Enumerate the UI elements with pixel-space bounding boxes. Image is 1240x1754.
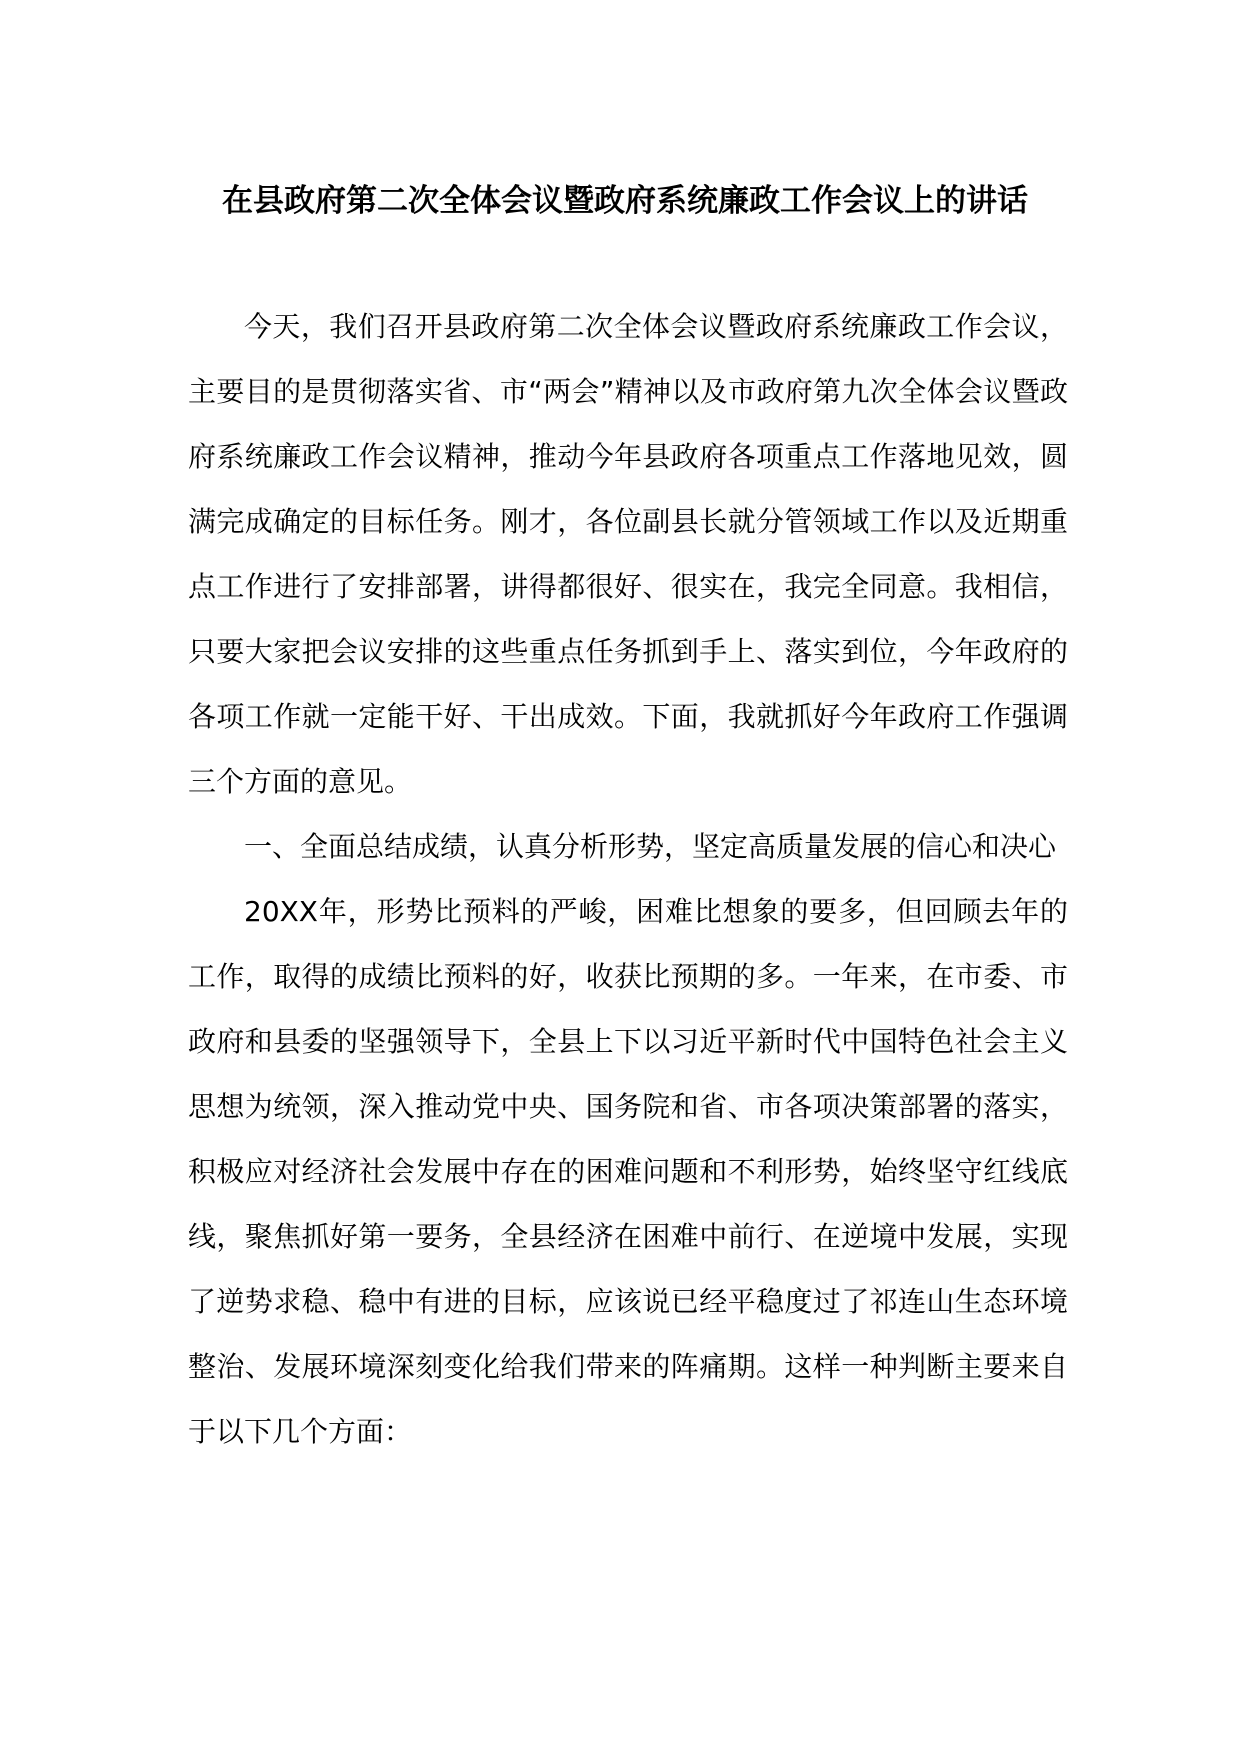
section-heading-1: 一、全面总结成绩，认真分析形势，坚定高质量发展的信心和决心 <box>244 830 1057 863</box>
document-body <box>188 294 1068 1464</box>
document-title: 在县政府第二次全体会议暨政府系统廉政工作会议上的讲话 <box>222 183 1028 219</box>
paragraph-review: 20XX年，形势比预料的严峻，困难比想象的要多，但回顾去年的工作，取得的成绩比预料的好，收获比预期的多。一年来，在市委、市政府和县委的坚强领导下，全县上下以习近平新时代中国特色社会主义思想为统领，深入推动党中央、国务院和省、市各项决策部署的落实，积极应对经济社会发展中存在的困难问题和不利形势，始终坚守红线底线，聚焦抓好第一要务，全县经济在困难中前行、在逆境中发展，实现了逆势求稳、稳中有进的目标，应该说已经平稳度过了祁连山生态环境整治、发展环境深刻变化给我们带来的阵痛期。这样一种判断主要来自于以下几个方面： <box>188 895 1068 1448</box>
paragraph-intro: 今天，我们召开县政府第二次全体会议暨政府系统廉政工作会议，主要目的是贯彻落实省、市“两会”精神以及市政府第九次全体会议暨政府系统廉政工作会议精神，推动今年县政府各项重点工作落地见效，圆满完成确定的目标任务。刚才，各位副县长就分管领域工作以及近期重点工作进行了安排部署，讲得都很好、很实在，我完全同意。我相信，只要大家把会议安排的这些重点任务抓到手上、落实到位，今年政府的各项工作就一定能干好、干出成效。下面，我就抓好今年政府工作强调三个方面的意见。 <box>188 310 1068 798</box>
